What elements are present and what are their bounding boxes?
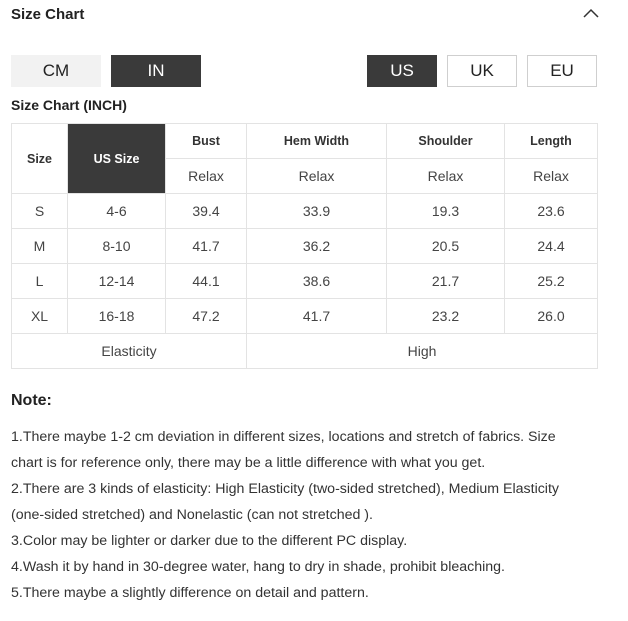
unit-in-button[interactable]: IN [111, 55, 201, 87]
note-line: 5.There maybe a slightly difference on detail and pattern. [11, 585, 369, 601]
region-uk-button[interactable]: UK [447, 55, 517, 87]
length-cell: 24.4 [505, 229, 598, 264]
size-chart-title: Size Chart [11, 6, 85, 23]
note-line: (one-sided stretched) and Nonelastic (can not stretched ). [11, 507, 373, 523]
table-title: Size Chart (INCH) [11, 97, 127, 113]
shoulder-cell: 20.5 [387, 229, 505, 264]
region-us-button[interactable]: US [367, 55, 437, 87]
size-table [11, 123, 598, 369]
fit-cell: Relax [387, 159, 505, 194]
bust-cell: 39.4 [166, 194, 247, 229]
bust-cell: 47.2 [166, 299, 247, 334]
col-header-size: Size [12, 124, 68, 194]
bust-cell: 44.1 [166, 264, 247, 299]
elasticity-row [12, 334, 598, 369]
fit-cell: Relax [247, 159, 387, 194]
notes-body [11, 424, 611, 606]
col-header-shoulder: Shoulder [387, 124, 505, 159]
elasticity-label: Elasticity [12, 334, 247, 369]
note-line: 2.There are 3 kinds of elasticity: High Elasticity (two-sided stretched), Medium Elasticity [11, 481, 559, 497]
note-line: 3.Color may be lighter or darker due to the different PC display. [11, 533, 408, 549]
col-header-hem-width: Hem Width [247, 124, 387, 159]
fit-cell: Relax [505, 159, 598, 194]
length-cell: 25.2 [505, 264, 598, 299]
table-row [12, 229, 598, 264]
region-eu-button[interactable]: EU [527, 55, 597, 87]
col-header-bust: Bust [166, 124, 247, 159]
size-cell: M [12, 229, 68, 264]
note-line: 4.Wash it by hand in 30-degree water, hang to dry in shade, prohibit bleaching. [11, 559, 505, 575]
table-row [12, 194, 598, 229]
size-cell: S [12, 194, 68, 229]
hem-cell: 33.9 [247, 194, 387, 229]
note-line: chart is for reference only, there may be a little difference with what you get. [11, 455, 486, 471]
shoulder-cell: 21.7 [387, 264, 505, 299]
size-cell: L [12, 264, 68, 299]
col-header-length: Length [505, 124, 598, 159]
table-row [12, 264, 598, 299]
elasticity-value: High [247, 334, 598, 369]
hem-cell: 41.7 [247, 299, 387, 334]
size-cell: XL [12, 299, 68, 334]
us-size-cell: 8-10 [68, 229, 166, 264]
length-cell: 26.0 [505, 299, 598, 334]
note-line: 1.There maybe 1-2 cm deviation in different sizes, locations and stretch of fabrics. Size [11, 429, 556, 445]
us-size-cell: 12-14 [68, 264, 166, 299]
fit-cell: Relax [166, 159, 247, 194]
size-chart-header[interactable] [11, 0, 601, 28]
unit-cm-button[interactable]: CM [11, 55, 101, 87]
chevron-up-icon[interactable] [581, 4, 601, 22]
shoulder-cell: 23.2 [387, 299, 505, 334]
us-size-cell: 4-6 [68, 194, 166, 229]
us-size-cell: 16-18 [68, 299, 166, 334]
bust-cell: 41.7 [166, 229, 247, 264]
table-row [12, 299, 598, 334]
note-title: Note: [11, 392, 52, 409]
length-cell: 23.6 [505, 194, 598, 229]
hem-cell: 36.2 [247, 229, 387, 264]
shoulder-cell: 19.3 [387, 194, 505, 229]
hem-cell: 38.6 [247, 264, 387, 299]
col-header-us-size[interactable]: US Size [68, 124, 166, 194]
